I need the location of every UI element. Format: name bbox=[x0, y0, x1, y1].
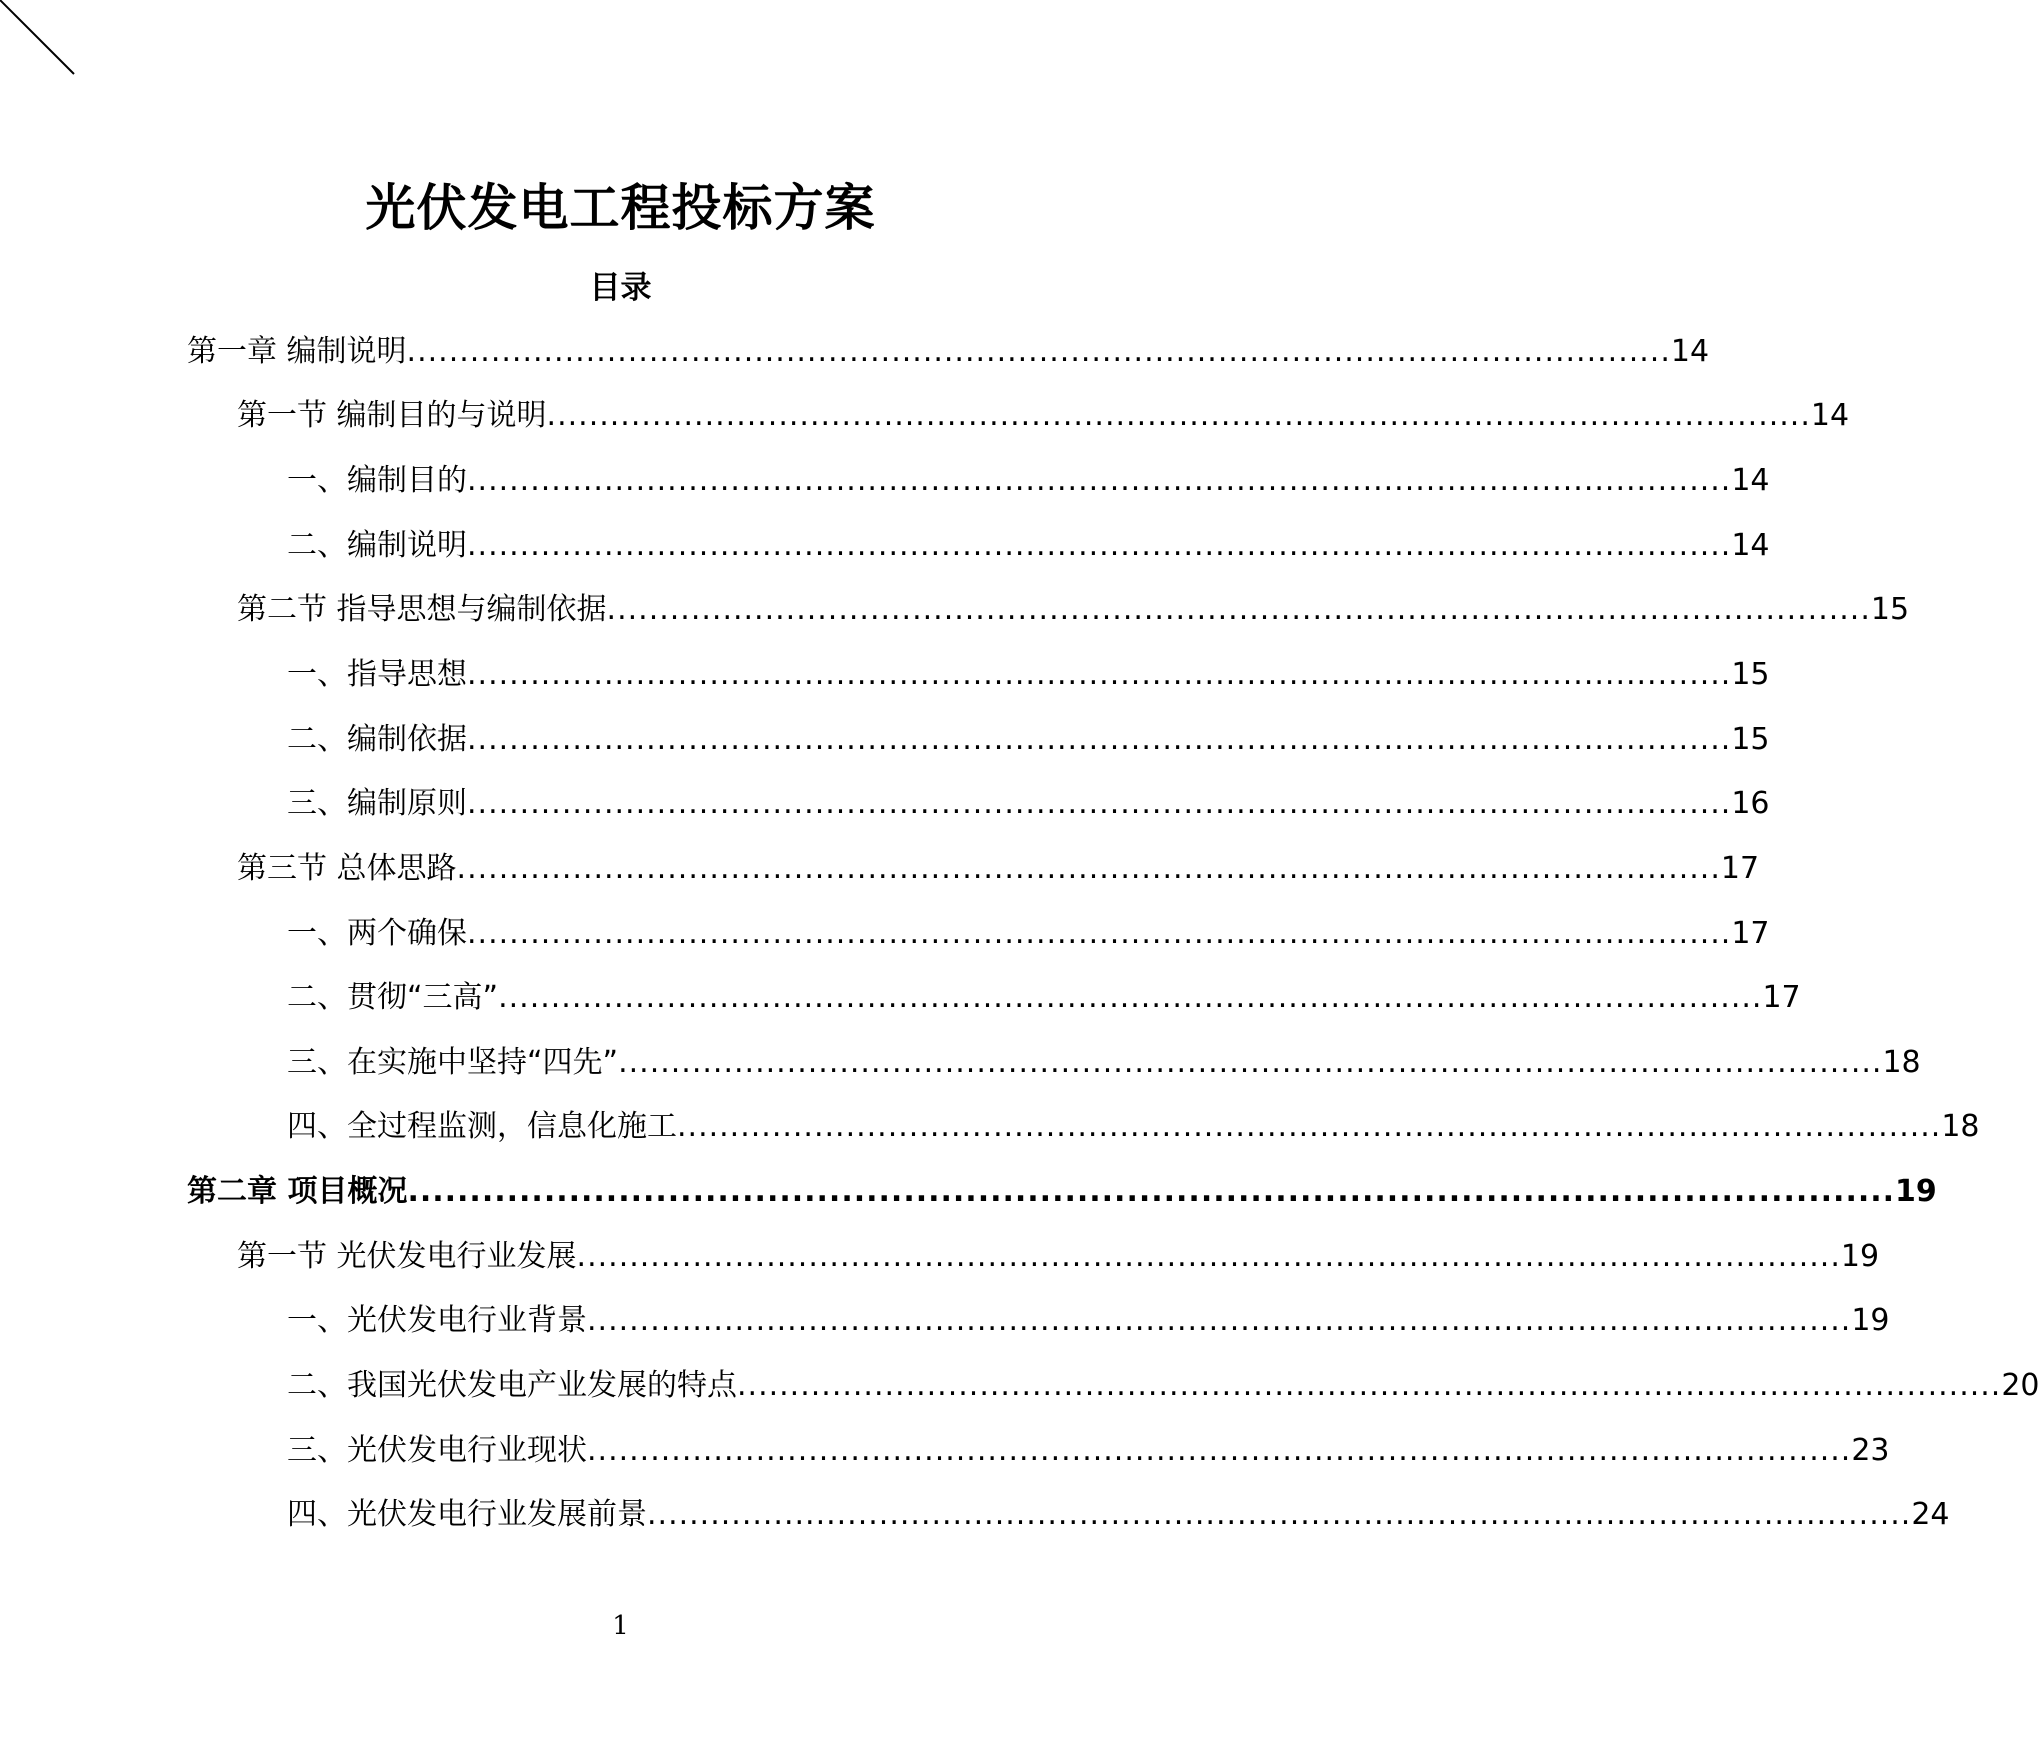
toc-entry[interactable] bbox=[237, 1235, 1880, 1279]
toc-entry-title: 二、编制依据 bbox=[287, 722, 467, 757]
toc-entry[interactable] bbox=[287, 1493, 1950, 1537]
toc-entry-title: 第二章 项目概况 bbox=[187, 1174, 408, 1209]
toc-entry[interactable] bbox=[287, 1429, 1890, 1473]
toc-entry[interactable] bbox=[287, 653, 1770, 697]
toc-entry-page: 14 bbox=[1810, 398, 1850, 433]
toc-entry-page: 17 bbox=[1720, 851, 1760, 886]
toc-dot-leader: ........................................................................................................................ bbox=[467, 786, 1732, 821]
toc-entry[interactable] bbox=[287, 1041, 1921, 1085]
toc-entry-page: 18 bbox=[1941, 1109, 1980, 1144]
toc-entry-title: 第一节 光伏发电行业发展 bbox=[237, 1239, 577, 1274]
toc-entry[interactable] bbox=[237, 847, 1760, 891]
toc-entry-title: 一、编制目的 bbox=[287, 463, 467, 498]
toc-dot-leader: ........................................................................................................................ bbox=[546, 398, 1811, 433]
toc-entry-page: 19 bbox=[1895, 1174, 1937, 1209]
toc-entry-title: 三、在实施中坚持“四先” bbox=[287, 1045, 619, 1080]
toc-entry[interactable] bbox=[287, 976, 1801, 1020]
toc-dot-leader: ........................................................................................................................ bbox=[498, 980, 1763, 1015]
toc-dot-leader: ........................................................................................................................ bbox=[456, 851, 1721, 886]
toc-dot-leader: ........................................................................................................................ bbox=[647, 1497, 1912, 1532]
toc-entry-title: 第三节 总体思路 bbox=[237, 851, 457, 886]
toc-entry-page: 15 bbox=[1870, 592, 1910, 627]
toc-entry-page: 16 bbox=[1731, 786, 1770, 821]
toc-entry-page: 18 bbox=[1882, 1045, 1921, 1080]
toc-entry-title: 二、编制说明 bbox=[287, 528, 467, 563]
toc-entry-title: 三、光伏发电行业现状 bbox=[287, 1433, 587, 1468]
toc-entry[interactable] bbox=[187, 330, 1710, 374]
toc-entry-title: 一、光伏发电行业背景 bbox=[287, 1303, 587, 1338]
toc-dot-leader: ........................................................................................................................ bbox=[407, 1174, 1896, 1209]
toc-entry[interactable] bbox=[287, 718, 1770, 762]
toc-dot-leader: ........................................................................................................................ bbox=[618, 1045, 1883, 1080]
toc-entry-page: 17 bbox=[1762, 980, 1801, 1015]
toc-entry[interactable] bbox=[237, 394, 1850, 438]
toc-entry-page: 24 bbox=[1911, 1497, 1950, 1532]
toc-entry[interactable] bbox=[287, 782, 1770, 826]
toc-entry-page: 14 bbox=[1731, 463, 1770, 498]
toc-entry-page: 23 bbox=[1851, 1433, 1890, 1468]
toc-entry-page: 14 bbox=[1731, 528, 1770, 563]
toc-entry-title: 一、指导思想 bbox=[287, 657, 467, 692]
toc-entry[interactable] bbox=[287, 1105, 1980, 1149]
toc-entry[interactable] bbox=[237, 588, 1910, 632]
toc-entry-page: 19 bbox=[1840, 1239, 1880, 1274]
toc-entry-page: 19 bbox=[1851, 1303, 1890, 1338]
toc-entry[interactable] bbox=[287, 912, 1770, 956]
toc-entry-page: 14 bbox=[1670, 334, 1710, 369]
toc-entry-title: 二、贯彻“三高” bbox=[287, 980, 499, 1015]
toc-entry-title: 四、全过程监测，信息化施工 bbox=[287, 1109, 677, 1144]
toc-dot-leader: ........................................................................................................................ bbox=[467, 916, 1732, 951]
toc-dot-leader: ........................................................................................................................ bbox=[587, 1433, 1852, 1468]
toc-entry-page: 15 bbox=[1731, 722, 1770, 757]
toc-entry-title: 三、编制原则 bbox=[287, 786, 467, 821]
toc-entry-title: 第一章 编制说明 bbox=[187, 334, 407, 369]
toc-entry[interactable] bbox=[187, 1170, 1937, 1214]
toc-dot-leader: ........................................................................................................................ bbox=[467, 463, 1732, 498]
toc-heading: 目录 bbox=[589, 270, 652, 306]
toc-dot-leader: ........................................................................................................................ bbox=[576, 1239, 1841, 1274]
toc-dot-leader: ........................................................................................................................ bbox=[587, 1303, 1852, 1338]
toc-dot-leader: ........................................................................................................................ bbox=[467, 528, 1732, 563]
toc-entry-title: 一、两个确保 bbox=[287, 916, 467, 951]
document-title: 光伏发电工程投标方案 bbox=[365, 179, 876, 237]
toc-entry[interactable] bbox=[287, 524, 1770, 568]
toc-dot-leader: ........................................................................................................................ bbox=[677, 1109, 1942, 1144]
toc-dot-leader: ........................................................................................................................ bbox=[467, 657, 1732, 692]
toc-entry[interactable] bbox=[287, 1364, 2040, 1408]
toc-entry-title: 第二节 指导思想与编制依据 bbox=[237, 592, 607, 627]
toc-dot-leader: ........................................................................................................................ bbox=[606, 592, 1871, 627]
toc-entry-page: 15 bbox=[1731, 657, 1770, 692]
toc-entry[interactable] bbox=[287, 459, 1770, 503]
toc-dot-leader: ........................................................................................................................ bbox=[406, 334, 1671, 369]
toc-dot-leader: ........................................................................................................................ bbox=[467, 722, 1732, 757]
toc-entry-page: 17 bbox=[1731, 916, 1770, 951]
toc-entry-title: 四、光伏发电行业发展前景 bbox=[287, 1497, 647, 1532]
toc-entry[interactable] bbox=[287, 1299, 1890, 1343]
toc-entry-title: 第一节 编制目的与说明 bbox=[237, 398, 547, 433]
toc-entry-page: 20 bbox=[2001, 1368, 2040, 1403]
toc-dot-leader: ........................................................................................................................ bbox=[737, 1368, 2002, 1403]
toc-entry-title: 二、我国光伏发电产业发展的特点 bbox=[287, 1368, 737, 1403]
page-number: 1 bbox=[612, 1611, 629, 1641]
